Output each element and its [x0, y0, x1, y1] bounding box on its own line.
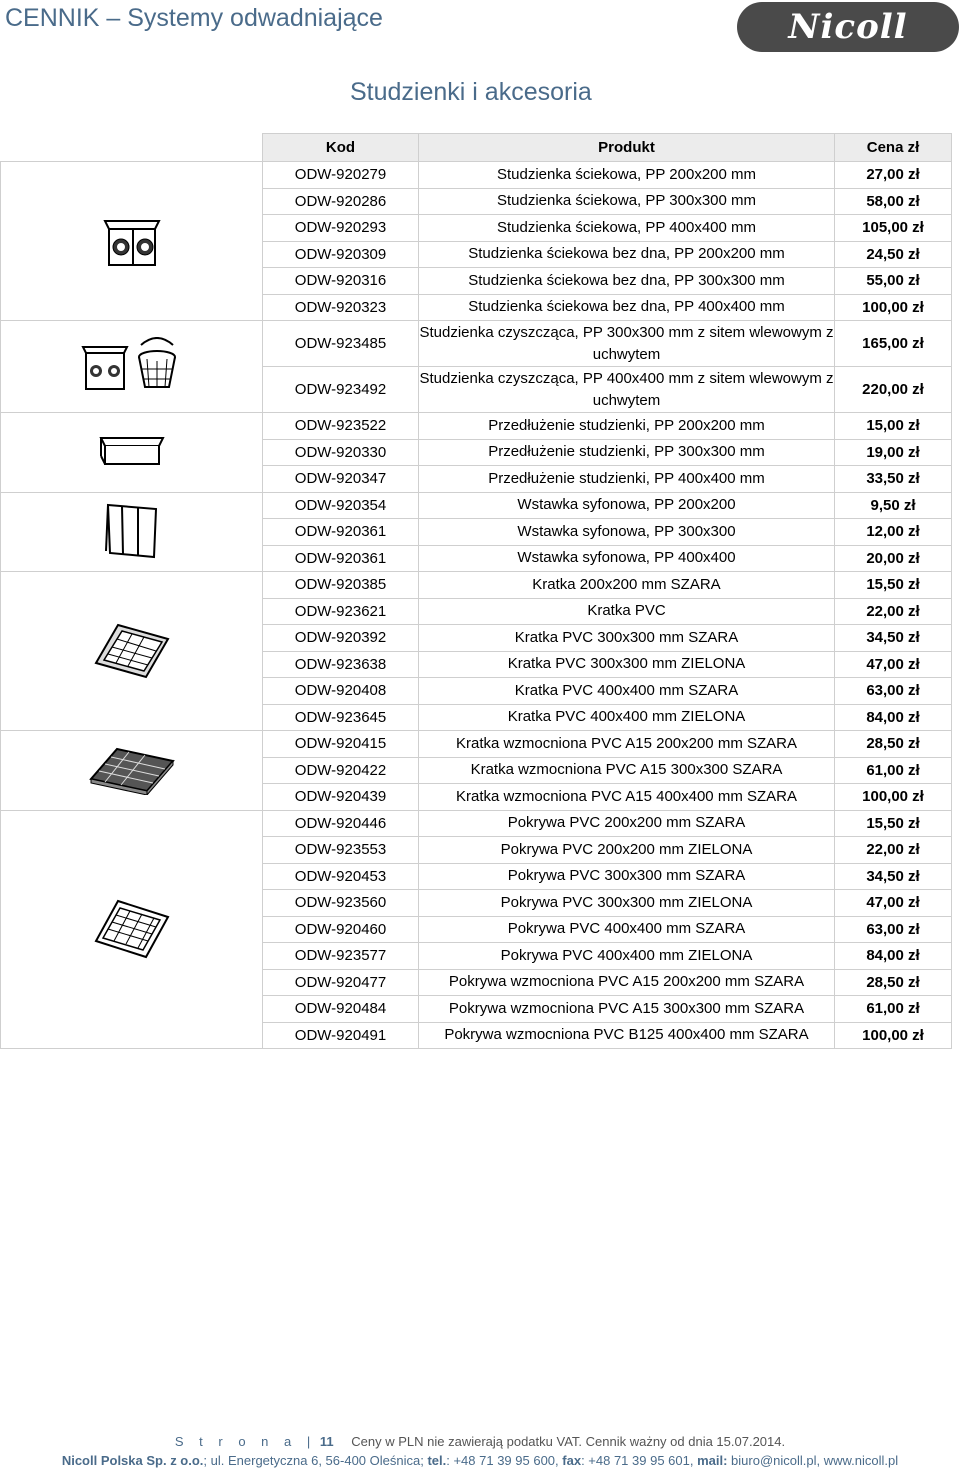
footer-mail: biuro@nicoll.pl, www.nicoll.pl	[727, 1453, 899, 1468]
row-price: 20,00 zł	[835, 545, 952, 572]
row-code: ODW-920408	[263, 678, 419, 705]
row-price: 33,50 zł	[835, 466, 952, 493]
row-code: ODW-920453	[263, 863, 419, 890]
row-price: 100,00 zł	[835, 784, 952, 811]
row-code: ODW-920460	[263, 916, 419, 943]
row-product: Pokrywa wzmocniona PVC A15 200x200 mm SZARA	[419, 969, 835, 996]
row-price: 61,00 zł	[835, 996, 952, 1023]
cleaning-box-icon	[77, 337, 187, 397]
row-price: 61,00 zł	[835, 757, 952, 784]
cover-image-cell	[1, 810, 263, 1049]
row-code: ODW-920286	[263, 188, 419, 215]
reinforced-grate-image-cell	[1, 731, 263, 811]
row-code: ODW-923485	[263, 321, 419, 367]
row-code: ODW-923577	[263, 943, 419, 970]
footer-fax-label: fax	[562, 1453, 582, 1468]
row-code: ODW-923645	[263, 704, 419, 731]
table-row	[1, 731, 952, 758]
siphon-insert-icon	[102, 501, 162, 563]
reinforced-grate-icon	[87, 745, 177, 795]
table-row	[1, 321, 952, 367]
row-code: ODW-923492	[263, 367, 419, 413]
siphon-insert-image-cell	[1, 492, 263, 572]
row-code: ODW-920439	[263, 784, 419, 811]
row-code: ODW-920354	[263, 492, 419, 519]
row-code: ODW-923553	[263, 837, 419, 864]
row-product: Studzienka ściekowa bez dna, PP 200x200 mm	[419, 241, 835, 268]
row-price: 84,00 zł	[835, 704, 952, 731]
row-price: 19,00 zł	[835, 439, 952, 466]
row-product: Pokrywa wzmocniona PVC B125 400x400 mm SZARA	[419, 1022, 835, 1049]
table-row	[1, 572, 952, 599]
row-code: ODW-920477	[263, 969, 419, 996]
row-price: 34,50 zł	[835, 625, 952, 652]
image-column-header	[1, 134, 263, 162]
row-product: Wstawka syfonowa, PP 200x200	[419, 492, 835, 519]
row-price: 105,00 zł	[835, 215, 952, 242]
row-code: ODW-920316	[263, 268, 419, 295]
footer-contact-line	[0, 1453, 960, 1468]
row-price: 24,50 zł	[835, 241, 952, 268]
row-product: Kratka wzmocniona PVC A15 300x300 SZARA	[419, 757, 835, 784]
row-product: Kratka PVC 300x300 mm ZIELONA	[419, 651, 835, 678]
row-price: 27,00 zł	[835, 162, 952, 189]
row-price: 9,50 zł	[835, 492, 952, 519]
row-price: 220,00 zł	[835, 367, 952, 413]
grate-image-cell	[1, 572, 263, 731]
row-code: ODW-920446	[263, 810, 419, 837]
row-product: Studzienka ściekowa, PP 200x200 mm	[419, 162, 835, 189]
row-price: 34,50 zł	[835, 863, 952, 890]
row-price: 15,50 zł	[835, 810, 952, 837]
row-code: ODW-920422	[263, 757, 419, 784]
row-code: ODW-920491	[263, 1022, 419, 1049]
extension-frame-icon	[97, 432, 167, 472]
row-product: Pokrywa PVC 400x400 mm SZARA	[419, 916, 835, 943]
footer-fax: : +48 71 39 95 601,	[581, 1453, 698, 1468]
cover-icon	[92, 897, 172, 961]
row-code: ODW-923522	[263, 413, 419, 440]
row-product: Studzienka czyszcząca, PP 400x400 mm z sitem wlewowym z uchwytem	[419, 367, 835, 413]
nicoll-logo: Nicoll	[737, 2, 959, 52]
footer-tel-label: tel.	[427, 1453, 447, 1468]
footer-tel: : +48 71 39 95 600,	[446, 1453, 563, 1468]
drain-box-image-cell	[1, 162, 263, 321]
row-product: Pokrywa wzmocniona PVC A15 300x300 mm SZARA	[419, 996, 835, 1023]
row-product: Pokrywa PVC 200x200 mm ZIELONA	[419, 837, 835, 864]
row-code: ODW-920309	[263, 241, 419, 268]
row-price: 28,50 zł	[835, 969, 952, 996]
row-code: ODW-920415	[263, 731, 419, 758]
extension-image-cell	[1, 413, 263, 493]
row-price: 58,00 zł	[835, 188, 952, 215]
row-price: 12,00 zł	[835, 519, 952, 546]
row-code: ODW-920361	[263, 519, 419, 546]
table-row	[1, 810, 952, 837]
footer-company: Nicoll Polska Sp. z o.o.	[61, 1453, 204, 1468]
row-price: 165,00 zł	[835, 321, 952, 367]
row-code: ODW-920323	[263, 294, 419, 321]
footer-strona-label: S t r o n a	[174, 1434, 298, 1449]
row-price: 47,00 zł	[835, 651, 952, 678]
document-title: CENNIK – Systemy odwadniające	[5, 4, 383, 32]
column-header-product: Produkt	[419, 134, 835, 162]
row-price: 15,50 zł	[835, 572, 952, 599]
row-product: Wstawka syfonowa, PP 300x300	[419, 519, 835, 546]
row-code: ODW-920361	[263, 545, 419, 572]
row-product: Kratka wzmocniona PVC A15 200x200 mm SZARA	[419, 731, 835, 758]
row-code: ODW-920385	[263, 572, 419, 599]
row-product: Przedłużenie studzienki, PP 400x400 mm	[419, 466, 835, 493]
footer-mail-label: mail:	[697, 1453, 728, 1468]
table-row	[1, 162, 952, 189]
table-row	[1, 413, 952, 440]
row-product: Kratka PVC 400x400 mm ZIELONA	[419, 704, 835, 731]
row-product: Pokrywa PVC 300x300 mm ZIELONA	[419, 890, 835, 917]
row-product: Studzienka ściekowa bez dna, PP 400x400 mm	[419, 294, 835, 321]
row-price: 22,00 zł	[835, 598, 952, 625]
row-product: Przedłużenie studzienki, PP 200x200 mm	[419, 413, 835, 440]
row-price: 100,00 zł	[835, 1022, 952, 1049]
row-price: 15,00 zł	[835, 413, 952, 440]
row-product: Studzienka ściekowa, PP 300x300 mm	[419, 188, 835, 215]
row-code: ODW-920330	[263, 439, 419, 466]
row-price: 22,00 zł	[835, 837, 952, 864]
row-price: 100,00 zł	[835, 294, 952, 321]
row-product: Studzienka czyszcząca, PP 300x300 mm z sitem wlewowym z uchwytem	[419, 321, 835, 367]
row-code: ODW-920347	[263, 466, 419, 493]
table-header-row	[1, 134, 952, 162]
row-price: 84,00 zł	[835, 943, 952, 970]
row-product: Studzienka ściekowa, PP 400x400 mm	[419, 215, 835, 242]
row-price: 63,00 zł	[835, 678, 952, 705]
row-product: Kratka PVC 300x300 mm SZARA	[419, 625, 835, 652]
price-table	[0, 133, 952, 1049]
row-product: Pokrywa PVC 300x300 mm SZARA	[419, 863, 835, 890]
row-price: 47,00 zł	[835, 890, 952, 917]
row-code: ODW-923638	[263, 651, 419, 678]
row-code: ODW-923621	[263, 598, 419, 625]
row-product: Kratka 200x200 mm SZARA	[419, 572, 835, 599]
footer-separator: |	[306, 1434, 311, 1449]
row-product: Kratka PVC	[419, 598, 835, 625]
footer-page-line	[0, 1434, 960, 1449]
column-header-code: Kod	[263, 134, 419, 162]
cleaning-box-image-cell	[1, 321, 263, 413]
row-code: ODW-920392	[263, 625, 419, 652]
row-code: ODW-920293	[263, 215, 419, 242]
row-code: ODW-920279	[263, 162, 419, 189]
row-product: Pokrywa PVC 200x200 mm SZARA	[419, 810, 835, 837]
footer-page-number: 11	[319, 1434, 334, 1449]
row-product: Kratka PVC 400x400 mm SZARA	[419, 678, 835, 705]
row-price: 55,00 zł	[835, 268, 952, 295]
row-product: Studzienka ściekowa bez dna, PP 300x300 mm	[419, 268, 835, 295]
table-row	[1, 492, 952, 519]
grate-icon	[92, 621, 172, 681]
footer-address: ; ul. Energetyczna 6, 56-400 Oleśnica;	[203, 1453, 428, 1468]
column-header-price: Cena zł	[835, 134, 952, 162]
row-price: 28,50 zł	[835, 731, 952, 758]
row-product: Pokrywa PVC 400x400 mm ZIELONA	[419, 943, 835, 970]
row-product: Wstawka syfonowa, PP 400x400	[419, 545, 835, 572]
row-price: 63,00 zł	[835, 916, 952, 943]
footer-note: Ceny w PLN nie zawierają podatku VAT. Cennik ważny od dnia 15.07.2014.	[351, 1434, 786, 1449]
drain-box-icon	[97, 211, 167, 271]
row-code: ODW-923560	[263, 890, 419, 917]
row-product: Kratka wzmocniona PVC A15 400x400 mm SZARA	[419, 784, 835, 811]
section-title: Studzienki i akcesoria	[350, 78, 592, 106]
row-code: ODW-920484	[263, 996, 419, 1023]
row-product: Przedłużenie studzienki, PP 300x300 mm	[419, 439, 835, 466]
